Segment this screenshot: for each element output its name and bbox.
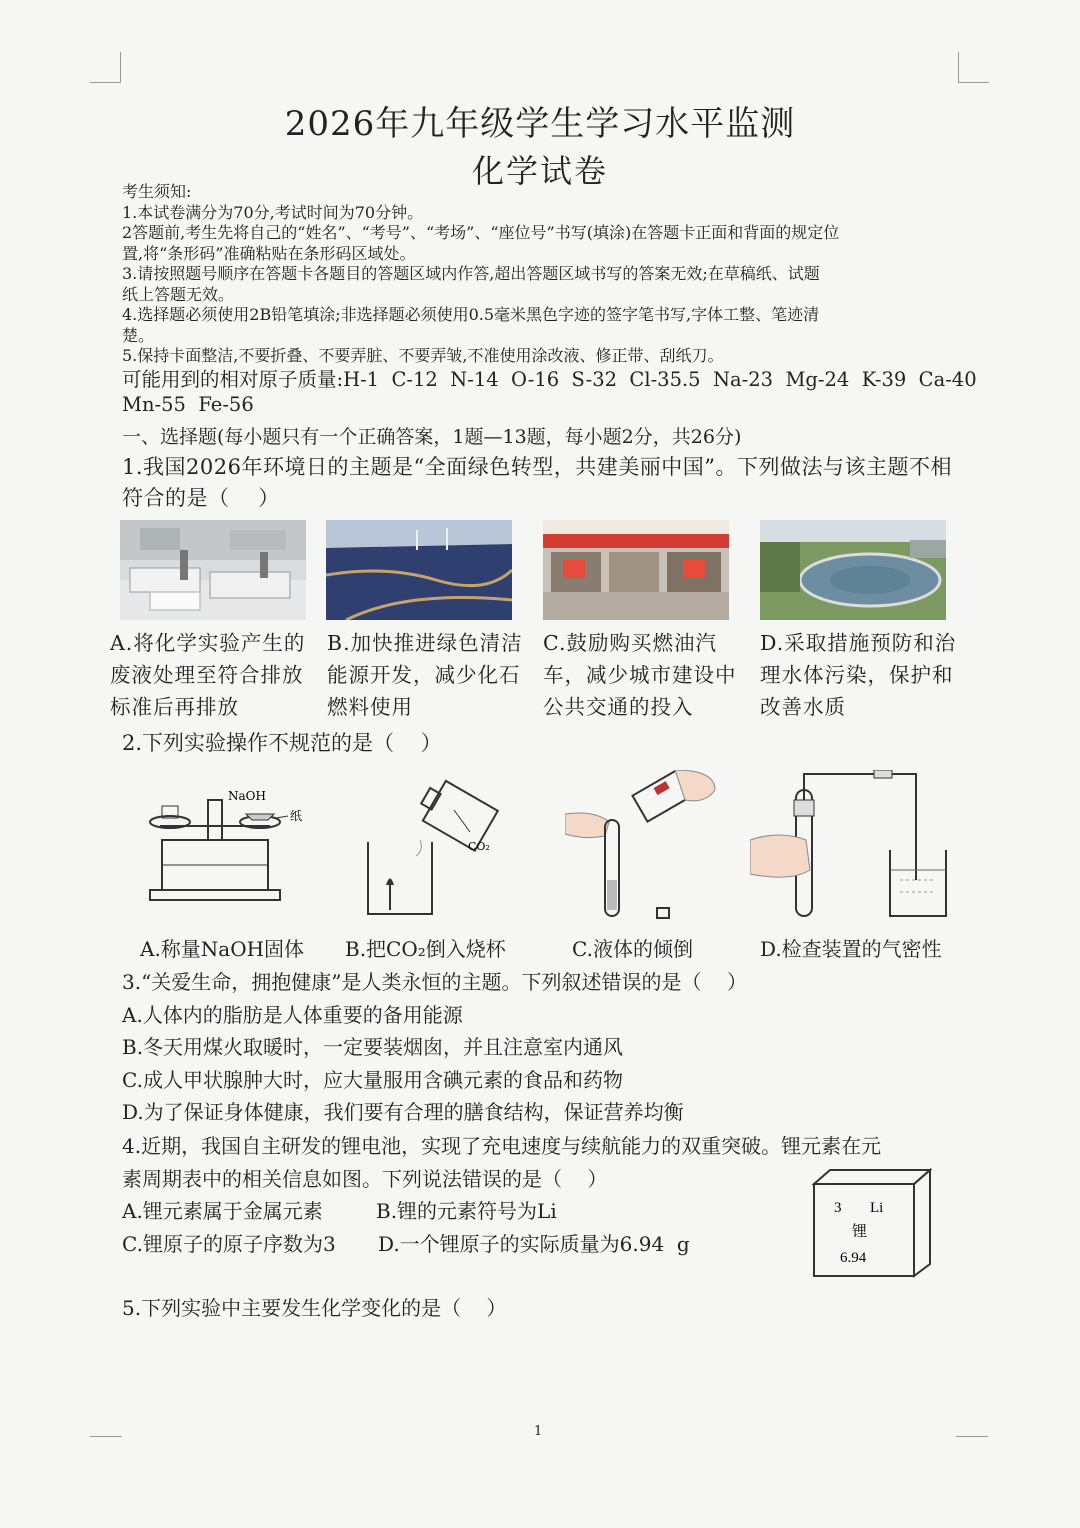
option-line: D.采取措施预防和治 xyxy=(760,631,957,655)
question-1-option-b xyxy=(327,627,533,723)
atomic-mass-list xyxy=(122,367,977,417)
question-2-label-c: C.液体的倾倒 xyxy=(572,937,693,961)
element-number: 3 xyxy=(834,1200,842,1216)
element-symbol: Li xyxy=(870,1200,884,1216)
question-4-option-c: C.锂原子的原子序数为3 xyxy=(122,1232,336,1256)
option-line: 公共交通的投入 xyxy=(543,695,694,719)
question-4-option-d: D.一个锂原子的实际质量为6.94 g xyxy=(378,1232,690,1256)
crop-mark-top-right xyxy=(958,52,989,83)
question-1-line-2: 符合的是（ ） xyxy=(122,486,280,510)
atomic-mass-line-1: 可能用到的相对原子质量:H-1 C-12 N-14 O-16 S-32 Cl-35.5 Na-23 Mg-24 K-39 Ca-40 xyxy=(122,368,977,391)
notice-line: 置,将“条形码”准确粘贴在条形码区域处。 xyxy=(122,243,416,263)
question-1-stem xyxy=(122,452,952,514)
naoh-label: NaOH xyxy=(228,789,266,803)
question-4-option-b: B.锂的元素符号为Li xyxy=(376,1199,557,1223)
question-5-stem: 5.下列实验中主要发生化学变化的是（ ） xyxy=(122,1296,507,1320)
exam-subtitle: 化学试卷 xyxy=(471,152,608,190)
question-3-stem: 3.“关爱生命，拥抱健康”是人类永恒的主题。下列叙述错误的是（ ） xyxy=(122,970,747,994)
question-3-option-a: A.人体内的脂肪是人体重要的备用能源 xyxy=(122,1002,463,1027)
question-2-label-b: B.把CO₂倒入烧杯 xyxy=(345,937,506,961)
solar-farm-photo xyxy=(326,520,512,620)
airtightness-check-drawing xyxy=(750,770,950,926)
section-heading: 一、选择题(每小题只有一个正确答案，1题—13题，每小题2分，共26分) xyxy=(122,426,742,448)
lab-photo xyxy=(120,520,306,620)
co2-label: CO₂ xyxy=(468,840,490,853)
crop-mark-bottom-left xyxy=(90,1436,122,1467)
option-line: 改善水质 xyxy=(760,695,846,719)
notice-line: 5.保持卡面整洁,不要折叠、不要弄脏、不要弄皱,不准使用涂改液、修正带、刮纸刀。 xyxy=(122,346,724,365)
liquid-pouring-drawing xyxy=(565,770,725,926)
notice-line: 纸上答题无效。 xyxy=(122,284,235,304)
notice-heading: 考生须知: xyxy=(122,182,192,201)
notice-line: 3.请按照题号顺序在答题卡各题目的答题区域内作答,超出答题区域书写的答案无效;在草稿纸、试题 xyxy=(122,264,820,283)
option-line: 废液处理至符合排放 xyxy=(110,663,304,687)
question-1-line-1: 1.我国2026年环境日的主题是“全面绿色转型，共建美丽中国”。下列做法与该主题不相 xyxy=(122,455,952,479)
question-1-option-c xyxy=(543,627,749,723)
option-line: 车，减少城市建设中 xyxy=(543,663,737,687)
page-number: 1 xyxy=(534,1424,543,1439)
question-3-option-b: B.冬天用煤火取暖时，一定要装烟囱，并且注意室内通风 xyxy=(122,1035,624,1059)
option-line: 理水体污染，保护和 xyxy=(760,663,954,687)
subway-photo xyxy=(543,520,729,620)
candidate-notice xyxy=(122,182,952,367)
notice-line: 楚。 xyxy=(122,325,155,345)
atomic-mass-line-2: Mn-55 Fe-56 xyxy=(122,393,254,416)
notice-line: 1.本试卷满分为70分,考试时间为70分钟。 xyxy=(122,202,424,222)
lithium-element-card xyxy=(812,1168,932,1278)
question-3-option-c: C.成人甲状腺肿大时，应大量服用含碘元素的食品和药物 xyxy=(122,1067,623,1092)
option-line: 标准后再排放 xyxy=(110,695,239,719)
question-2-stem: 2.下列实验操作不规范的是（ ） xyxy=(122,731,442,755)
question-2-label-a: A.称量NaOH固体 xyxy=(140,937,305,961)
question-1-option-a xyxy=(110,627,316,723)
balance-drawing xyxy=(140,770,320,914)
element-name: 锂 xyxy=(852,1222,868,1240)
co2-pouring-drawing xyxy=(360,770,510,924)
crop-mark-bottom-right xyxy=(956,1436,988,1467)
crop-mark-top-left xyxy=(90,52,121,83)
exam-title: 2026年九年级学生学习水平监测 xyxy=(284,104,796,144)
option-line: C.鼓励购买燃油汽 xyxy=(543,631,717,655)
notice-line: 2答题前,考生先将自己的“姓名”、“考号”、“考场”、“座位号”书写(填涂)在答题卡正面和背面的规定位 xyxy=(122,223,840,242)
option-line: B.加快推进绿色清洁 xyxy=(327,631,523,655)
paper-label: 纸 xyxy=(290,809,303,823)
question-3-option-d: D.为了保证身体健康，我们要有合理的膳食结构，保证营养均衡 xyxy=(122,1100,684,1124)
option-line: 燃料使用 xyxy=(327,695,413,719)
question-1-option-d xyxy=(760,627,966,723)
question-2-label-d: D.检查装置的气密性 xyxy=(760,937,942,961)
option-line: 能源开发，减少化石 xyxy=(327,663,521,687)
question-3 xyxy=(122,966,952,1129)
question-4-line-1: 4.近期，我国自主研发的锂电池，实现了充电速度与续航能力的双重突破。锂元素在元 xyxy=(122,1134,882,1158)
water-treatment-photo xyxy=(760,520,946,620)
notice-line: 4.选择题必须使用2B铅笔填涂;非选择题必须使用0.5毫米黑色字迹的签字笔书写,字体工整、笔迹清 xyxy=(122,305,820,324)
element-mass: 6.94 xyxy=(840,1250,867,1266)
option-line: A.将化学实验产生的 xyxy=(110,631,306,655)
question-4-line-2: 素周期表中的相关信息如图。下列说法错误的是（ ） xyxy=(122,1166,608,1191)
question-4-option-a: A.锂元素属于金属元素 xyxy=(122,1199,323,1223)
